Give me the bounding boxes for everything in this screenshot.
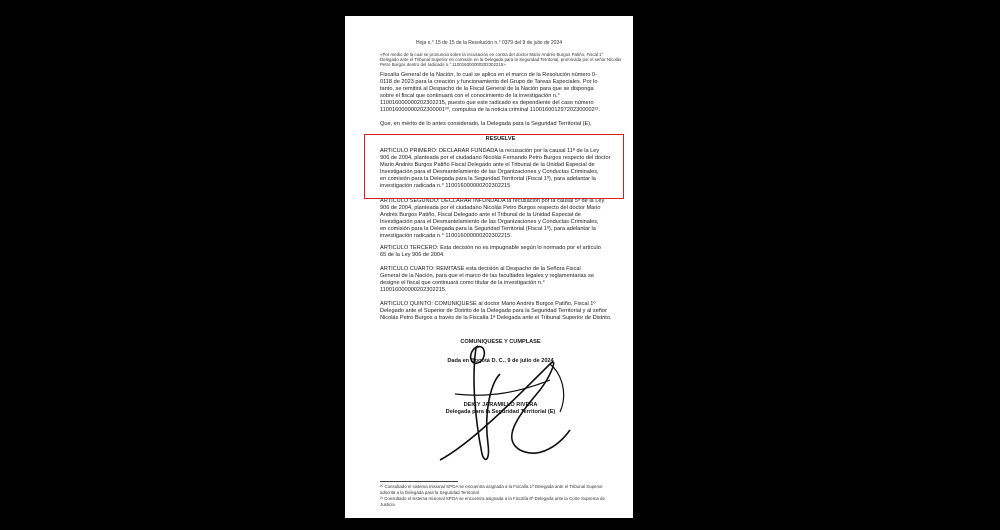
article-4-line: designe el fiscal que continuará como titular de la investigación n.° [380, 280, 545, 286]
article-1-line: investigación radicada n.° 110016000000202302215 [380, 183, 511, 189]
footnote-line: adscrita a la Delegada para la Seguridad Territorial [380, 490, 479, 495]
paragraph-line: 110016000000202302215, puesto que este radicado es dependiente del caso número [380, 100, 594, 106]
footnote-line: ²⁰ Consultado el sistema misional SPOA se encuentra asignada a la Fiscalía 1ª Delegada ante el Tribunal Superior [380, 484, 603, 489]
article-3-line: 65 de la Ley 906 de 2004. [380, 252, 445, 258]
intro-line: Petro Burgos dentro del radicado n.° 110016000000202302215» [380, 62, 506, 67]
article-5-line: ARTÍCULO QUINTO: COMUNÍQUESE al doctor Mario Andrés Burgos Patiño, Fiscal 1º [380, 301, 596, 307]
comuniquese-heading: COMUNÍQUESE Y CÚMPLASE [460, 339, 541, 345]
article-2-line: Investigación para el Desmantelamiento de las Organizaciones y Conductas Criminales, [380, 219, 599, 225]
article-2-line: investigación radicada n.° 110016000000202302215. [380, 233, 512, 239]
article-4-line: 110016000000202302215. [380, 287, 447, 293]
article-1-line: 906 de 2004, planteada por el ciudadano Nicolás Fernando Petro Burgos respecto del doctor [380, 155, 611, 161]
page-header: Hoja n.° 15 de 15 de la Resolución n.° 0379 del 9 de julio de 2024 [415, 40, 563, 46]
article-2-line: ARTÍCULO SEGUNDO: DECLARAR INFUNDADA la recusación por la causal 5ª de la Ley [380, 198, 605, 204]
article-5-line: Nicolás Petro Burgos a través de la Fiscalía 1ª Delegada ante el Tribunal Superior de Distrito. [380, 315, 612, 321]
handwritten-signature [400, 334, 580, 474]
article-2-line: Andrés Burgos Patiño, Fiscal Delegado ante el Tribunal de la Unidad Especial de [380, 212, 581, 218]
article-3-line: ARTÍCULO TERCERO: Esta decisión no es impugnable según lo normado por el artículo [380, 245, 601, 251]
article-4-line: ARTÍCULO CUARTO: REMÍTASE esta decisión al Despacho de la Señora Fiscal [380, 266, 581, 272]
paragraph-line: sobre el fiscal que continuará con el conocimiento de la investigación n.° [380, 93, 560, 99]
article-4-line: General de la Nación, para que el marco de las facultades legales y reglamentarias se [380, 273, 594, 279]
paragraph-line: tanto, se remitirá al Despacho de la Fiscal General de la Nación para que se disponga [380, 86, 594, 92]
signer-title: Delegada para la Seguridad Territorial (E) [445, 409, 556, 415]
intro-line: «Por medio de la cual se pronuncia sobre la recusación en contra del doctor Mario Andrés Burgos Patiño, Fiscal 1° [380, 52, 604, 57]
article-5-line: Delegado ante el Superior de Distrito de la Delegada para la Seguridad Territorial y al señor [380, 308, 607, 314]
footnote-line: Justicia [380, 502, 395, 507]
paragraph-line: Fiscalía General de la Nación, lo cual se aplica en el marco de la Resolución número 0- [380, 72, 598, 78]
article-1-line: ARTÍCULO PRIMERO: DECLARAR FUNDADA la recusación por la causal 11ª de la Ley [380, 148, 600, 154]
resuelve-heading: RESUELVE [485, 136, 516, 142]
article-2-line: en comisión para la Delegada para la Seguridad Territorial (Fiscal 1º), para adelantar la [380, 226, 596, 232]
considerando-line: Que, en mérito de lo antes considerado, la Delegada para la Seguridad Territorial (E), [380, 121, 592, 127]
article-1-line: Mario Andrés Burgos Patiño Fiscal Delegado ante el Tribunal de la Unidad Especial de [380, 162, 595, 168]
article-1-line: en comisión para la Delegada para la Seguridad Territorial (Fiscal 1º), para adelantar la [380, 176, 596, 182]
paragraph-line: 110016000000202300001²⁰, compulsa de la noticia criminal 110016001297202300002²¹. [380, 107, 601, 113]
footnote-line: ²¹ Consultado el sistema misional SPOA se encuentra asignada a la Fiscalía 8ª Delegada ante la Corte Suprema de [380, 496, 605, 501]
article-2-line: 906 de 2004, planteada por el ciudadano Nicolás Petro Burgos respecto del doctor Mario [380, 205, 601, 211]
article-1-line: Investigación para el Desmantelamiento de las Organizaciones y Conductas Criminales, [380, 169, 599, 175]
footnote-divider [380, 481, 458, 482]
signer-name: DEICY JARAMILLO RIVERA [463, 402, 538, 408]
highlight-box [364, 134, 624, 199]
paragraph-line: 0118 de 2023 para la creación y funcionamiento del Grupo de Tareas Especiales. Por lo [380, 79, 598, 85]
intro-line: Delegado ante el Tribunal Superior en comisión en la Delegada para la Seguridad Territorial, promovida por el señor Nicolás [380, 57, 621, 62]
date-line: Dada en Bogotá D. C., 9 de julio de 2024 [447, 358, 554, 364]
